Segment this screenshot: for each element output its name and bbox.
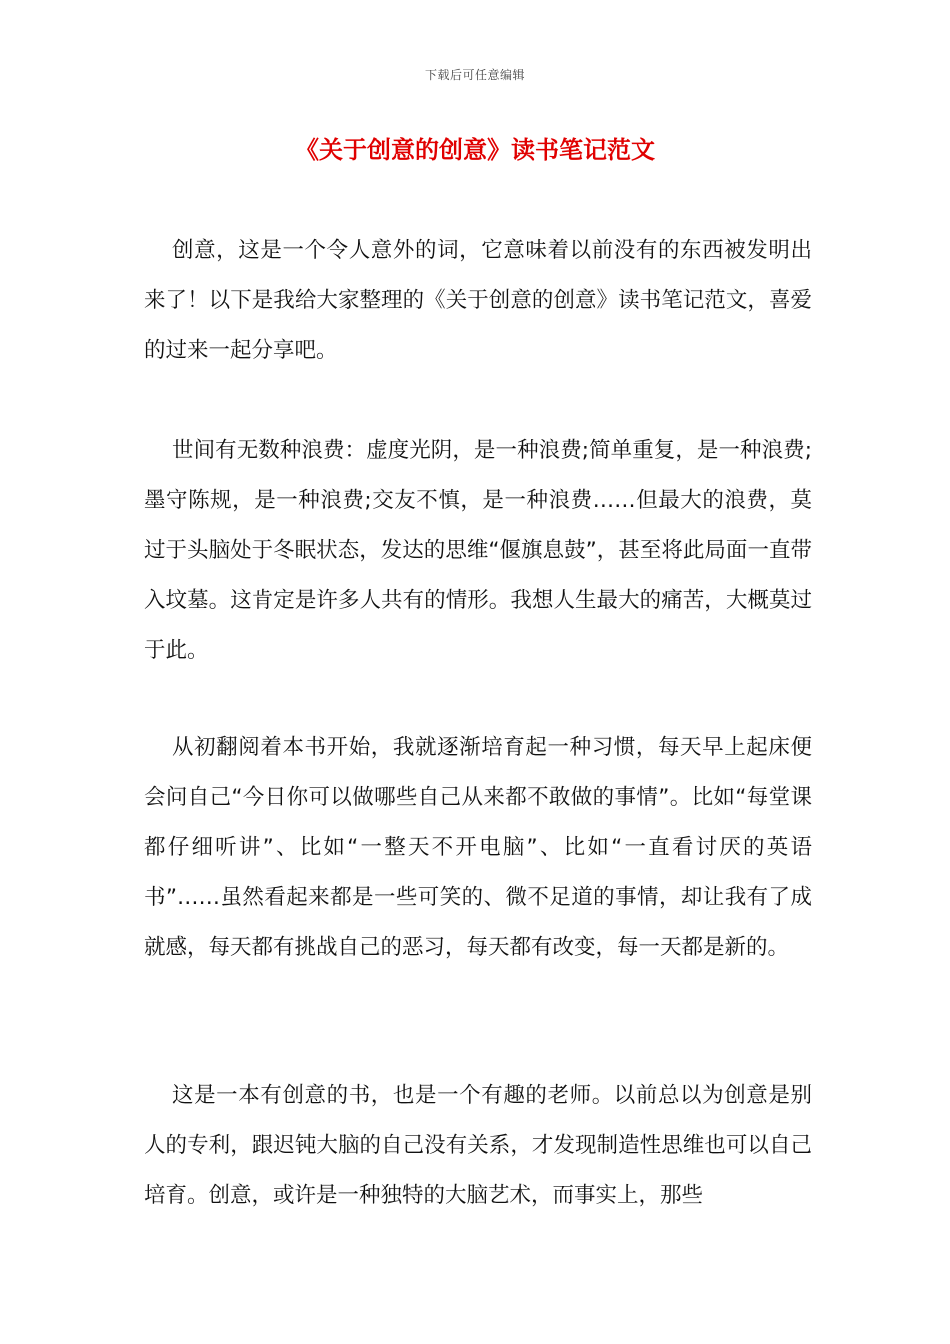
paragraph-waste: 世间有无数种浪费：虚度光阴，是一种浪费;简单重复，是一种浪费;墨守陈规，是一种浪费;交友不慎，是一种浪费……但最大的浪费，莫过于头脑处于冬眠状态，发达的思维“偃旗息鼓”，甚至将此局面一直带入坟墓。这肯定是许多人共有的情形。我想人生最大的痛苦，大概莫过于此。 (144, 438, 812, 663)
header-note: 下载后可任意编辑 (424, 68, 525, 82)
paragraph-habit: 从初翻阅着本书开始，我就逐渐培育起一种习惯，每天早上起床便会问自己“今日你可以做哪些自己从来都不敢做的事情”。比如“每堂课都仔细听讲”、比如“一整天不开电脑”、比如“一直看讨厌的英语书”……虽然看起来都是一些可笑的、微不足道的事情，却让我有了成就感，每天都有挑战自己的恶习，每天都有改变，每一天都是新的。 (144, 735, 812, 960)
paragraph-intro: 创意，这是一个令人意外的词，它意味着以前没有的东西被发明出来了！以下是我给大家整理的《关于创意的创意》读书笔记范文，喜爱的过来一起分享吧。 (144, 238, 812, 363)
paragraph-book: 这是一本有创意的书，也是一个有趣的老师。以前总以为创意是别人的专利，跟迟钝大脑的自己没有关系，才发现制造性思维也可以自己培育。创意，或许是一种独特的大脑艺术，而事实上，那些 (144, 1083, 812, 1208)
document-title: 《关于创意的创意》读书笔记范文 (295, 136, 655, 164)
